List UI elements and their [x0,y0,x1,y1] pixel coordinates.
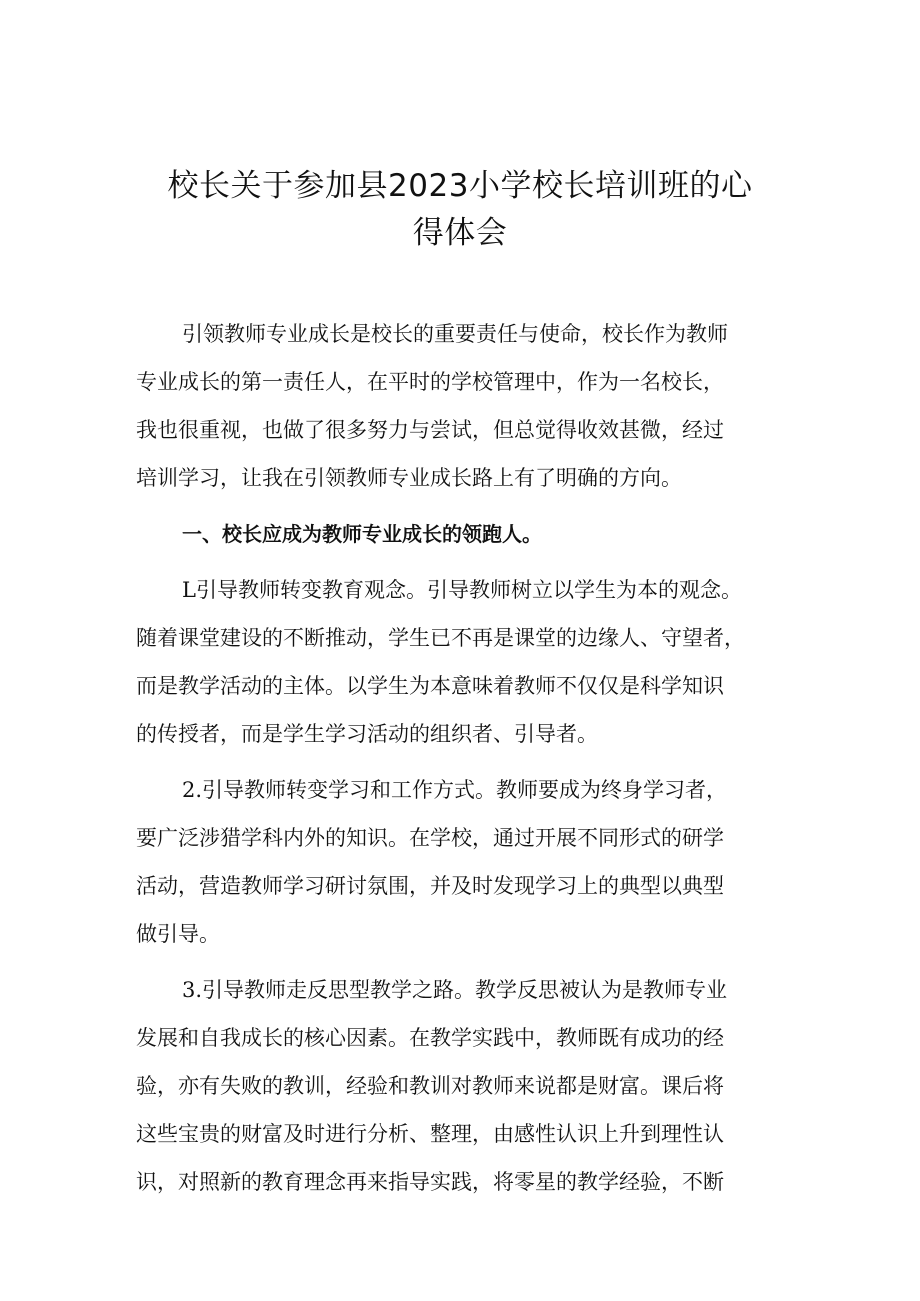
paragraph-line: 引领教师专业成长是校长的重要责任与使命，校长作为教师 [182,322,728,346]
paragraph [136,766,796,958]
paragraph-line: 这些宝贵的财富及时进行分析、整理，由感性认识上升到理性认 [136,1122,724,1146]
paragraph-line: 专业成长的第一责任人，在平时的学校管理中，作为一名校长， [136,370,724,394]
paragraph-line: 培训学习，让我在引领教师专业成长路上有了明确的方向。 [136,466,682,490]
paragraph-line: L引导教师转变教育观念。引导教师树立以学生为本的观念。 [182,578,742,602]
paragraph-line: 发展和自我成长的核心因素。在教学实践中，教师既有成功的经 [136,1026,724,1050]
paragraph [136,966,796,1206]
title-line: 得体会 [412,215,508,251]
document-title [120,163,800,257]
paragraph-line: 验，亦有失败的教训，经验和教训对教师来说都是财富。课后将 [136,1074,724,1098]
paragraph-line: 要广泛涉猎学科内外的知识。在学校，通过开展不同形式的研学 [136,826,724,850]
paragraph-line: 的传授者，而是学生学习活动的组织者、引导者。 [136,722,598,746]
section-heading [136,510,796,558]
paragraph [136,310,796,502]
paragraph-line: 3.引导教师走反思型教学之路。教学反思被认为是教师专业 [182,978,728,1002]
paragraph-line: 随着课堂建设的不断推动，学生已不再是课堂的边缘人、守望者， [136,626,745,650]
paragraph-line: 而是教学活动的主体。以学生为本意味着教师不仅仅是科学知识 [136,674,724,698]
paragraph-line: 2.引导教师转变学习和工作方式。教师要成为终身学习者， [182,778,728,802]
paragraph-line: 我也很重视，也做了很多努力与尝试，但总觉得收效甚微，经过 [136,418,724,442]
paragraph [136,566,796,758]
title-line: 校长关于参加县2023小学校长培训班的心 [167,168,753,204]
paragraph-line: 识，对照新的教育理念再来指导实践，将零星的教学经验，不断 [136,1170,724,1194]
section-heading-text: 一、校长应成为教师专业成长的领跑人。 [182,522,542,546]
document-body [136,310,796,1206]
paragraph-line: 做引导。 [136,922,220,946]
paragraph-line: 活动，营造教师学习研讨氛围，并及时发现学习上的典型以典型 [136,874,724,898]
